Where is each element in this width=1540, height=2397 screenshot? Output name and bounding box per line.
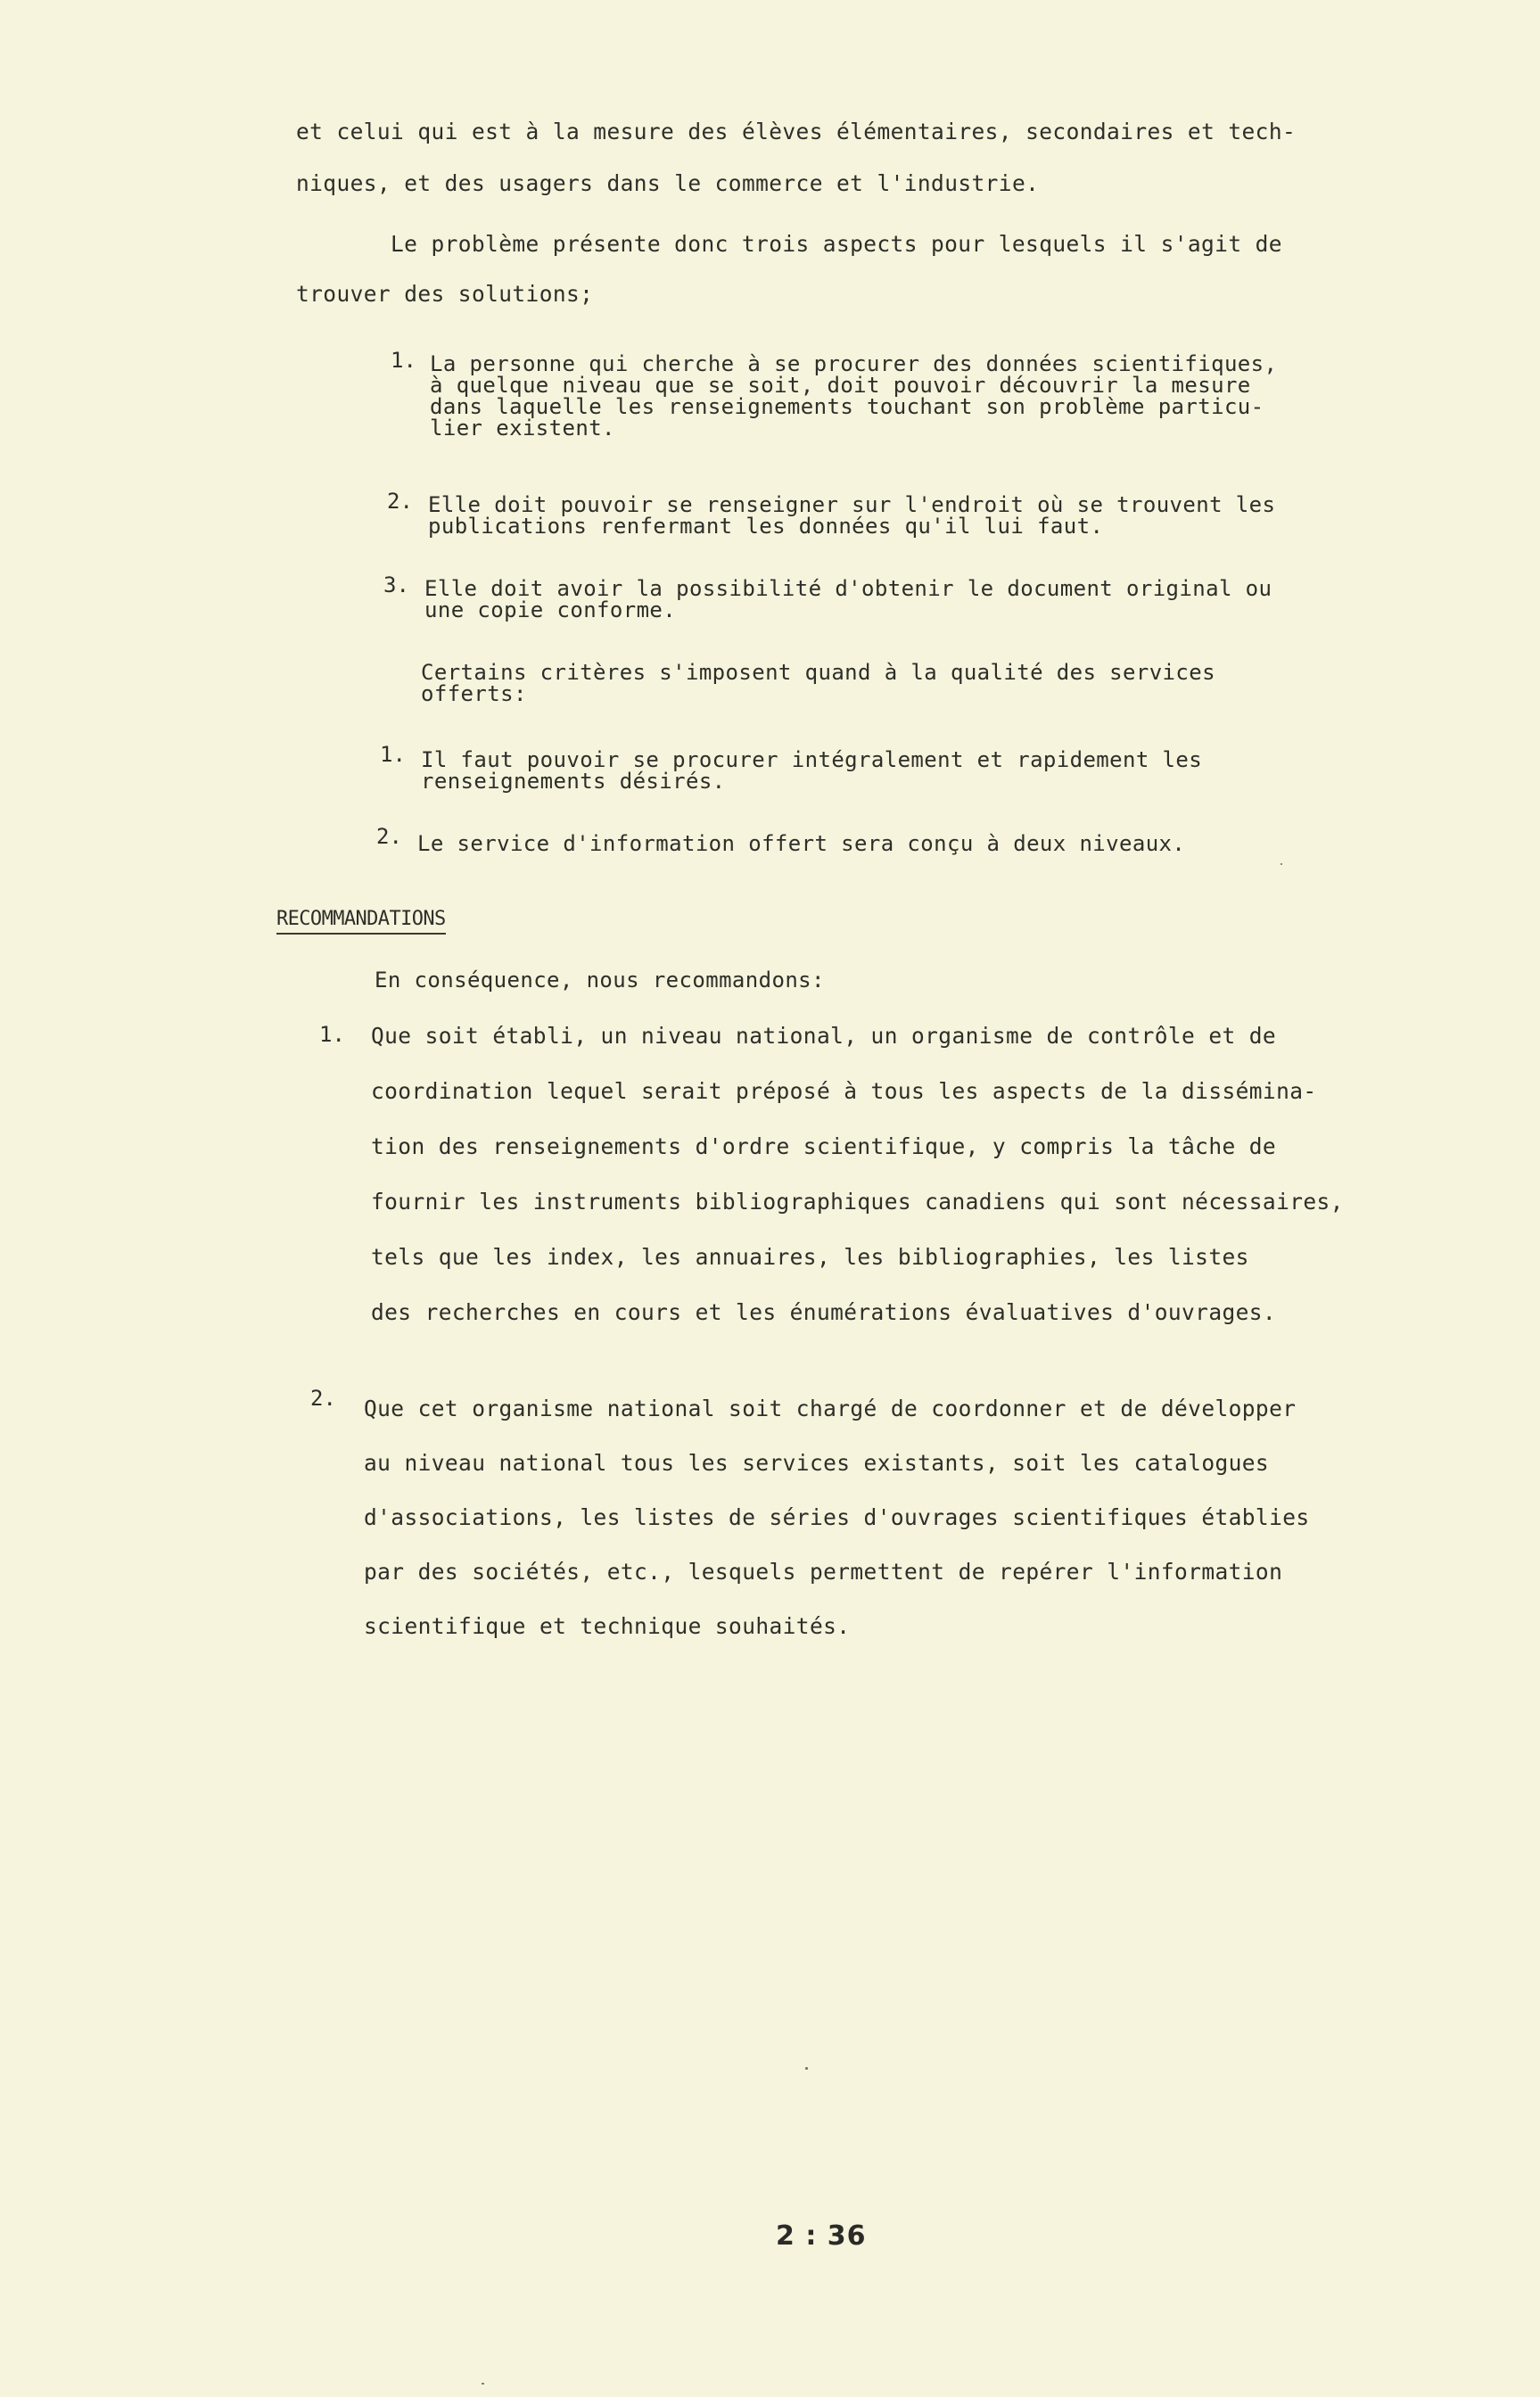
text-line: La personne qui cherche à se procurer des données scientifiques,: [430, 351, 1278, 376]
text-line: niques, et des usagers dans le commerce et l'industrie.: [296, 170, 1040, 196]
page-number: 2 : 36: [776, 2220, 867, 2252]
text-line: tels que les index, les annuaires, les bibliographies, les listes: [371, 1244, 1249, 1270]
text-line: En conséquence, nous recommandons:: [375, 968, 825, 993]
recommendations-heading: RECOMMANDATIONS: [276, 908, 446, 935]
aspect-item: [430, 353, 1277, 439]
text-line: Le problème présente donc trois aspects pour lesquels il s'agit de: [391, 231, 1282, 257]
text-line: et celui qui est à la mesure des élèves élémentaires, secondaires et tech-: [296, 119, 1297, 144]
criteria-item: [417, 833, 1185, 854]
text-line: offerts:: [421, 681, 527, 706]
text-line: Elle doit avoir la possibilité d'obtenir le document original ou: [424, 576, 1272, 601]
text-line: fournir les instruments bibliographiques canadiens qui sont nécessaires,: [371, 1189, 1344, 1215]
scan-speck: [482, 2383, 484, 2385]
text-line: tion des renseignements d'ordre scientifique, y compris la tâche de: [371, 1133, 1277, 1159]
aspect-number: 1.: [391, 348, 416, 373]
text-line: Certains critères s'imposent quand à la qualité des services: [421, 660, 1215, 685]
scan-speck: [1281, 863, 1282, 865]
criteria-item: [421, 749, 1202, 792]
aspect-item: [424, 578, 1272, 621]
text-line: Le service d'information offert sera conçu à deux niveaux.: [417, 831, 1186, 856]
text-line: renseignements désirés.: [421, 769, 726, 794]
text-line: Que cet organisme national soit chargé de coordonner et de développer: [364, 1396, 1297, 1421]
text-line: à quelque niveau que se soit, doit pouvoir découvrir la mesure: [430, 373, 1251, 398]
recommendation-item: [371, 1023, 1344, 1325]
text-line: trouver des solutions;: [296, 281, 594, 307]
text-line: dans laquelle les renseignements touchant son problème particu-: [430, 394, 1264, 419]
recommendations-intro: [375, 969, 825, 991]
text-line: Elle doit pouvoir se renseigner sur l'endroit où se trouvent les: [428, 492, 1276, 517]
intro-paragraph: [296, 121, 1296, 194]
text-line: des recherches en cours et les énumérations évaluatives d'ouvrages.: [371, 1299, 1277, 1325]
aspect-item: [428, 494, 1275, 537]
recommendation-number: 1.: [319, 1022, 345, 1047]
text-line: au niveau national tous les services existants, soit les catalogues: [364, 1450, 1270, 1476]
text-line: lier existent.: [430, 416, 615, 441]
text-line: scientifique et technique souhaités.: [364, 1613, 851, 1639]
text-line: publications renfermant les données qu'il lui faut.: [428, 514, 1104, 539]
text-line: une copie conforme.: [424, 597, 677, 622]
text-line: par des sociétés, etc., lesquels permettent de repérer l'information: [364, 1559, 1283, 1585]
text-line: d'associations, les listes de séries d'ouvrages scientifiques établies: [364, 1504, 1310, 1530]
criteria-paragraph: [421, 662, 1215, 704]
criteria-number: 1.: [380, 742, 406, 767]
scan-speck: [805, 2067, 808, 2070]
text-line: Que soit établi, un niveau national, un organisme de contrôle et de: [371, 1023, 1277, 1049]
criteria-number: 2.: [376, 824, 402, 849]
text-line: coordination lequel serait préposé à tous les aspects de la dissémina-: [371, 1078, 1317, 1104]
problem-paragraph: [296, 231, 1282, 307]
text-line: Il faut pouvoir se procurer intégralement et rapidement les: [421, 747, 1203, 772]
aspect-number: 3.: [383, 572, 409, 597]
aspect-number: 2.: [387, 489, 413, 514]
recommendation-number: 2.: [310, 1386, 336, 1411]
recommendation-item: [364, 1398, 1310, 1637]
